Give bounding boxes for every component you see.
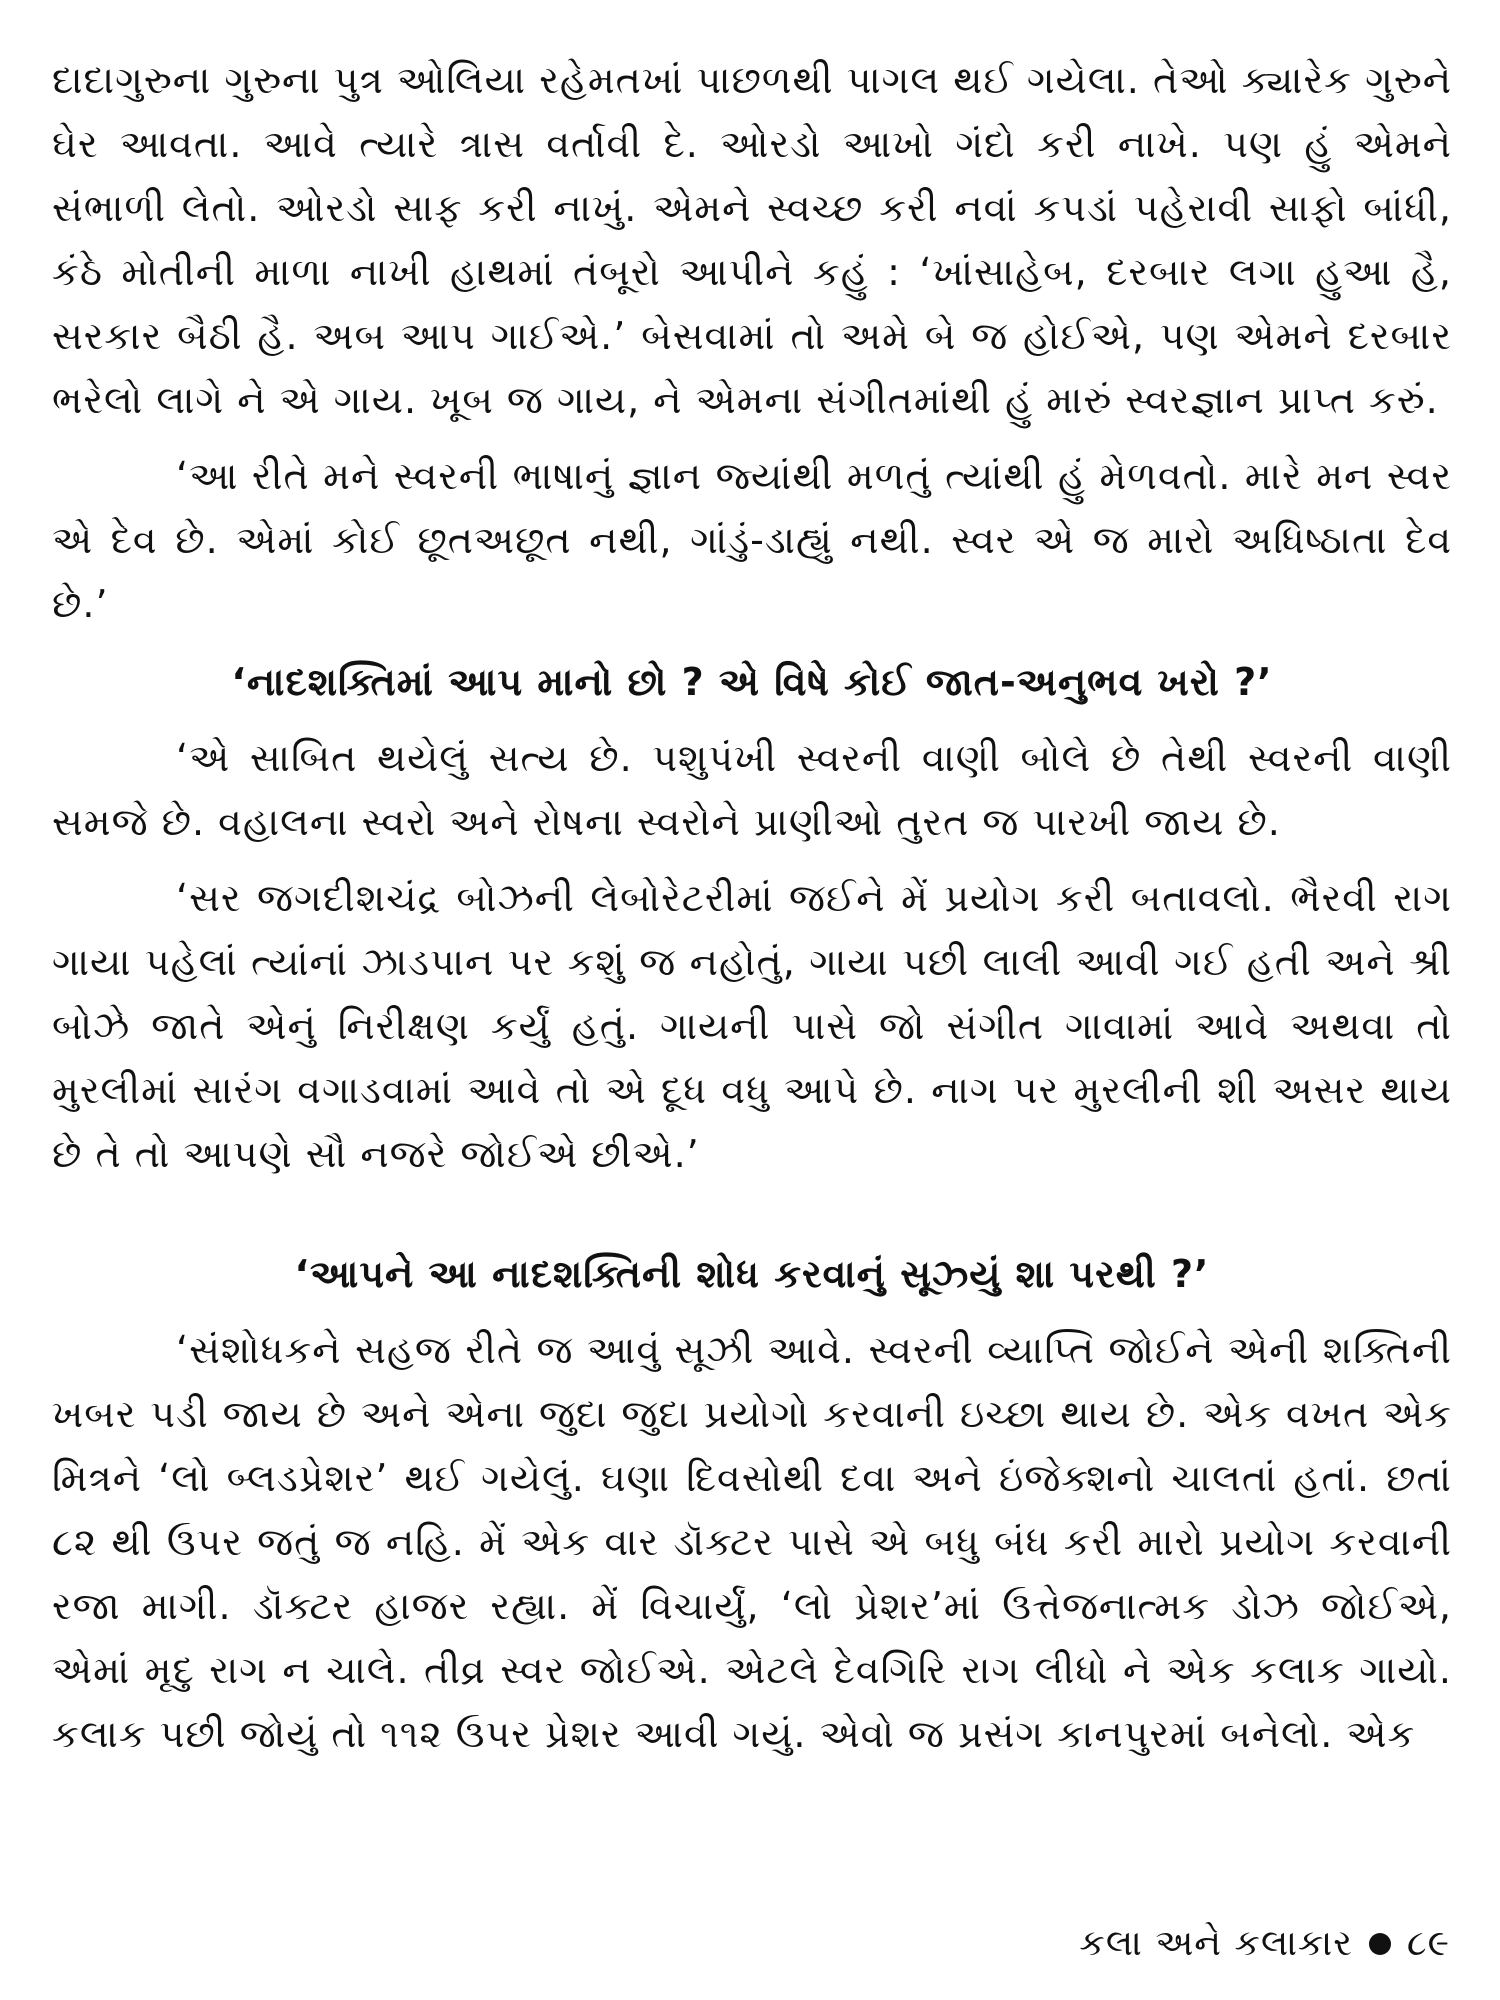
question-discovery-origin: ‘આપને આ નાદશક્તિની શોધ કરવાનું સૂઝ્યું શા પરથી ?’ bbox=[294, 1252, 1210, 1296]
book-title: કલા અને કલાકાર bbox=[1079, 1923, 1353, 1964]
paragraph-researcher-experiment: ‘સંશોધકને સહજ રીતે જ આવું સૂઝી આવે. સ્વરની વ્યાપ્તિ જોઈને એની શક્તિની ખબર પડી જાય છે અને એના જુદા જુદા પ્રયોગો કરવાની ઇચ્છા થાય છે. એક વખત એક મિત્રને ‘લો બ્લડપ્રેશર’ થઈ ગયેલું. ઘણા દિવસોથી દવા અને ઇંજેક્શનો ચાલતાં હતાં. છતાં ૮૨ થી ઉપર જતું જ નહિ. મેં એક વાર ડૉક્ટર પાસે એ બધુ બંધ કરી મારો પ્રયોગ કરવાની રજા માગી. ડૉક્ટર હાજર રહ્યા. મેં વિચાર્યું, ‘લો પ્રેશર’માં ઉત્તેજનાત્મક ડોઝ જોઈએ, એમાં મૃદુ રાગ ન ચાલે. તીવ્ર સ્વર જોઈએ. એટલે દેવગિરિ રાગ લીધો ને એક કલાક ગાયો. કલાક પછી જોયું તો ૧૧૨ ઉપર પ્રેશર આવી ગયું. એવો જ પ્રસંગ કાનપુરમાં બનેલો. એક bbox=[52, 1328, 1452, 1756]
question-naadshakti-belief: ‘નાદશક્તિમાં આપ માનો છો ? એ વિષે કોઈ જાત-અનુભવ ખરો ?’ bbox=[231, 660, 1273, 704]
page-number: ૮૯ bbox=[1406, 1923, 1450, 1964]
paragraph-olia-rehmatkhan: દાદાગુરુના ગુરુના પુત્ર ઓલિયા રહેમતખાં પાછળથી પાગલ થઈ ગયેલા. તેઓ ક્યારેક ગુરુને ઘેર આવતા. આવે ત્યારે ત્રાસ વર્તાવી દે. ઓરડો આખો ગંદો કરી નાખે. પણ હું એમને સંભાળી લેતો. ઓરડો સાફ કરી નાખું. એમને સ્વચ્છ કરી નવાં કપડાં પહેરાવી સાફો બાંધી, કંઠે મોતીની માળા નાખી હાથમાં તંબૂરો આપીને કહું : ‘ખાંસાહેબ, દરબાર લગા હુઆ હૈ, સરકાર બૈઠી હૈ. અબ આપ ગાઈએ.’ બેસવામાં તો અમે બે જ હોઈએ, પણ એમને દરબાર ભરેલો લાગે ને એ ગાય. ખૂબ જ ગાય, ને એમના સંગીતમાંથી હું મારું સ્વરજ્ઞાન પ્રાપ્ત કરું. bbox=[52, 58, 1452, 422]
page-body bbox=[52, 48, 1452, 1778]
bullet-dot-icon bbox=[1369, 1933, 1391, 1955]
paragraph-bose-laboratory: ‘સર જગદીશચંદ્ર બોઝની લેબોરેટરીમાં જઈને મેં પ્રયોગ કરી બતાવલો. ભૈરવી રાગ ગાયા પહેલાં ત્યાંનાં ઝાડપાન પર કશું જ નહોતું, ગાયા પછી લાલી આવી ગઈ હતી અને શ્રી બોઝે જાતે એનું નિરીક્ષણ કર્યું હતું. ગાયની પાસે જો સંગીત ગાવામાં આવે અથવા તો મુરલીમાં સારંગ વગાડવામાં આવે તો એ દૂધ વધુ આપે છે. નાગ પર મુરલીની શી અસર થાય છે તે તો આપણે સૌ નજરે જોઈએ છીએ.’ bbox=[52, 876, 1452, 1176]
paragraph-proven-truth: ‘એ સાબિત થયેલું સત્ય છે. પશુપંખી સ્વરની વાણી બોલે છે તેથી સ્વરની વાણી સમજે છે. વહાલના સ્વરો અને રોષના સ્વરોને પ્રાણીઓ તુરત જ પારખી જાય છે. bbox=[52, 736, 1452, 844]
page-footer bbox=[1079, 1920, 1450, 1968]
paragraph-swar-language: ‘આ રીતે મને સ્વરની ભાષાનું જ્ઞાન જ્યાંથી મળતું ત્યાંથી હું મેળવતો. મારે મન સ્વર એ દેવ છે. એમાં કોઈ છૂતઅછૂત નથી, ગાંડું-ડાહ્યું નથી. સ્વર એ જ મારો અધિષ્ઠાતા દેવ છે.’ bbox=[52, 454, 1452, 626]
